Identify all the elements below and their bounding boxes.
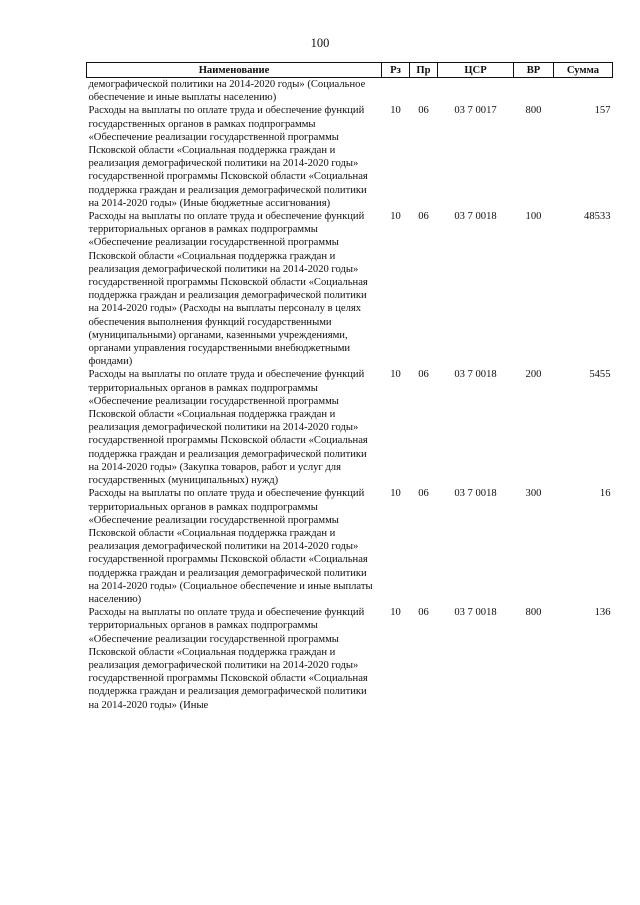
table-header-row [87, 63, 613, 78]
row-vr: 800 [525, 607, 542, 619]
table-row [87, 104, 613, 210]
row-vr [514, 78, 554, 105]
row-name: Расходы на выплаты по оплате труда и обеспечение функций территориальных органов в рамках подпрограммы «Обеспечение реализации государственной программы Псковской области «Социальная поддержка граждан и реализация демографической политики на 2014-2020 годы» государственной программы Псковской области «Социальная поддержка граждан и реализация демографической политики на 2014-2020 годы» (Расходы на выплаты персоналу в целях обеспечения выполнения функций государственными (муниципальными) органами, казенными учреждениями, органами управления государственными внебюджетными фондами) [88, 211, 368, 368]
row-rz: 10 [390, 105, 401, 117]
row-csr: 03 7 0017 [454, 105, 497, 117]
table-row [87, 210, 613, 368]
row-name: Расходы на выплаты по оплате труда и обеспечение функций территориальных органов в рамках подпрограммы «Обеспечение реализации государственной программы Псковской области «Социальная поддержка граждан и реализация демографической политики на 2014-2020 годы» государственной программы Псковской области «Социальная поддержка граждан и реализация демографической политики на 2014-2020 годы» (Закупка товаров, работ и услуг для государственных (муниципальных) нужд) [88, 369, 368, 487]
row-vr: 800 [525, 105, 542, 117]
row-pr: 06 [418, 105, 429, 117]
row-name: Расходы на выплаты по оплате труда и обеспечение функций территориальных органов в рамках подпрограммы «Обеспечение реализации государственной программы Псковской области «Социальная поддержка граждан и реализация демографической политики на 2014-2020 годы» государственной программы Псковской области «Социальная поддержка граждан и реализация демографической политики на 2014-2020 годы» (Социальное обеспечение и иные выплаты населению) [88, 488, 373, 605]
row-csr: 03 7 0018 [454, 607, 497, 619]
header-rz: Рз [382, 63, 410, 78]
page-number: 100 [310, 36, 330, 50]
row-rz: 10 [390, 488, 401, 500]
row-rz: 10 [390, 369, 401, 381]
row-csr [438, 78, 514, 105]
row-rz [382, 78, 410, 105]
row-sum: 5455 [589, 369, 611, 381]
row-vr: 200 [525, 369, 542, 381]
header-pr: Пр [410, 63, 438, 78]
budget-table [86, 62, 613, 712]
row-pr [410, 78, 438, 105]
header-name: Наименование [87, 63, 382, 78]
row-pr: 06 [418, 369, 429, 381]
row-csr: 03 7 0018 [454, 369, 497, 381]
row-pr: 06 [418, 607, 429, 619]
row-vr: 100 [525, 211, 542, 223]
header-csr: ЦСР [438, 63, 514, 78]
row-rz: 10 [390, 607, 401, 619]
header-vr: ВР [514, 63, 554, 78]
row-sum: 136 [594, 607, 611, 619]
row-pr: 06 [418, 488, 429, 500]
header-sum: Сумма [554, 63, 613, 78]
row-name: Расходы на выплаты по оплате труда и обеспечение функций государственных органов в рамках подпрограммы «Обеспечение реализации государственной программы Псковской области «Социальная поддержка граждан и реализация демографической политики на 2014-2020 годы» государственной программы Псковской области «Социальная поддержка граждан и реализация демографической политики на 2014-2020 годы» (Иные бюджетные ассигнования) [88, 105, 368, 209]
row-sum [554, 78, 613, 105]
row-name: демографической политики на 2014-2020 годы» (Социальное обеспечение и иные выплаты населению) [88, 79, 366, 104]
table-row [87, 368, 613, 487]
row-csr: 03 7 0018 [454, 211, 497, 223]
row-csr: 03 7 0018 [454, 488, 497, 500]
row-sum: 157 [594, 105, 611, 117]
table-row [87, 78, 613, 105]
table-row [87, 606, 613, 712]
row-vr: 300 [525, 488, 542, 500]
row-rz: 10 [390, 211, 401, 223]
row-sum: 48533 [584, 211, 611, 223]
row-pr: 06 [418, 211, 429, 223]
table-row [87, 487, 613, 606]
row-name: Расходы на выплаты по оплате труда и обеспечение функций территориальных органов в рамках подпрограммы «Обеспечение реализации государственной программы Псковской области «Социальная поддержка граждан и реализация демографической политики на 2014-2020 годы» государственной программы Псковской области «Социальная поддержка граждан и реализация демографической политики на 2014-2020 годы» (Иные [88, 607, 368, 711]
row-sum: 16 [599, 488, 611, 500]
